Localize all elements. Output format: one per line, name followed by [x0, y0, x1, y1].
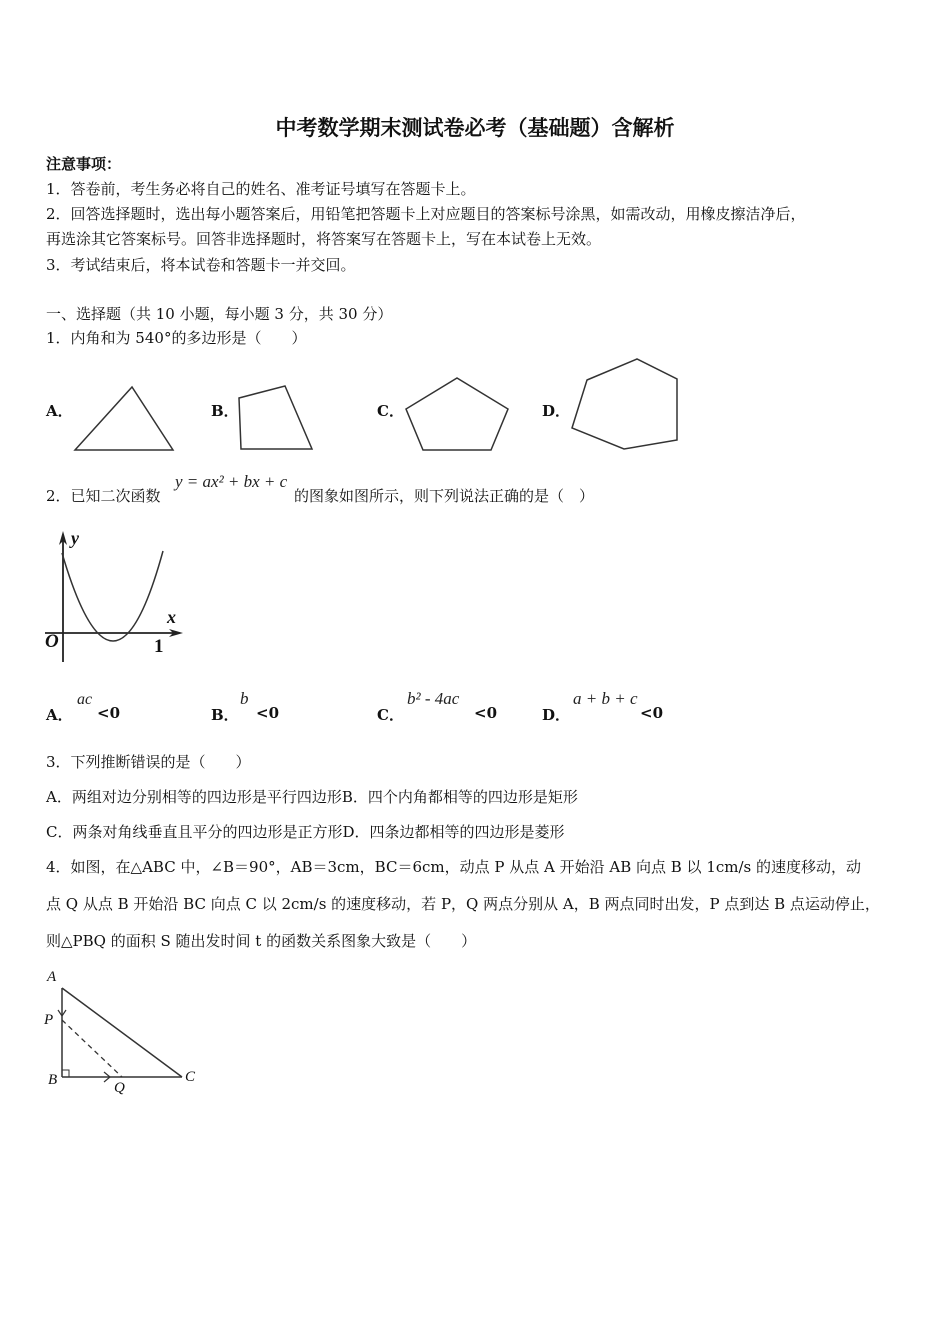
- q3-options-cd: C．两条对角线垂直且平分的四边形是正方形D．四条边都相等的四边形是菱形: [46, 823, 565, 841]
- q3-stem: 3．下列推断错误的是（ ）: [46, 753, 251, 771]
- q2-option-d-label: D．: [542, 706, 571, 724]
- page-title: 中考数学期末测试卷必考（基础题）含解析: [275, 115, 675, 140]
- q3-options-ab: A．两组对边分别相等的四边形是平行四边形B．四个内角都相等的四边形是矩形: [46, 788, 578, 806]
- figure-label-q: Q: [114, 1080, 125, 1096]
- notice-item-2-cont: 再选涂其它答案标号。回答非选择题时，将答案写在答题卡上，写在本试卷上无效。: [46, 230, 602, 248]
- q4-stem-line2: 点 Q 从点 B 开始沿 BC 向点 C 以 2cm/s 的速度移动，若 P，Q 两点分别从 A，B 两点同时出发，P 点到达 B 点运动停止，: [46, 895, 880, 913]
- graph-origin-label: O: [45, 631, 59, 652]
- q2-option-a-label: A．: [46, 706, 73, 724]
- notice-item-1: 1．答卷前，考生务必将自己的姓名、准考证号填写在答题卡上。: [46, 180, 476, 198]
- q2-option-c-label: C．: [377, 706, 404, 724]
- section-heading: 一、选择题（共 10 小题，每小题 3 分，共 30 分）: [46, 305, 393, 323]
- q2-stem-prefix: 2．已知二次函数: [46, 487, 161, 505]
- q2-option-b-label: B．: [211, 706, 239, 724]
- q4-stem-line3: 则△PBQ 的面积 S 随出发时间 t 的函数关系图象大致是（ ）: [46, 932, 477, 950]
- q1-option-a-label: A．: [46, 402, 73, 420]
- q1-option-d-label: D．: [542, 402, 571, 420]
- q2-option-b-rel: <0: [256, 704, 280, 722]
- q2-option-c-rel: <0: [474, 704, 498, 722]
- graph-y-label: y: [71, 528, 79, 548]
- q4-stem-line1: 4．如图，在△ABC 中，∠B＝90°，AB＝3cm，BC＝6cm，动点 P 从点 A 开始沿 AB 向点 B 以 1cm/s 的速度移动，动: [46, 858, 862, 876]
- q2-stem-suffix: 的图象如图所示，则下列说法正确的是（ ）: [294, 487, 595, 505]
- q1-stem: 1．内角和为 540°的多边形是（ ）: [46, 329, 307, 347]
- q2-option-a-rel: <0: [97, 704, 121, 722]
- q2-option-d-rel: <0: [640, 704, 664, 722]
- figure-label-b: B: [48, 1072, 58, 1088]
- q2-formula: y = ax² + bx + c: [175, 472, 288, 491]
- notice-item-3: 3．考试结束后，将本试卷和答题卡一并交回。: [46, 256, 356, 274]
- q2-option-b-expr: b: [240, 689, 249, 708]
- graph-one-label: 1: [154, 636, 164, 657]
- figure-label-p: P: [44, 1012, 54, 1028]
- figure-label-a: A: [47, 969, 57, 985]
- q1-option-c-label: C．: [377, 402, 404, 420]
- notice-item-2: 2．回答选择题时，选出每小题答案后，用铅笔把答题卡上对应题目的答案标号涂黑，如需改动，用橡皮擦洁净后，: [46, 205, 806, 223]
- notice-heading: 注意事项：: [46, 155, 122, 173]
- graph-x-label: x: [167, 607, 176, 627]
- q2-option-c-expr: b² - 4ac: [407, 689, 460, 708]
- figure-label-c: C: [185, 1069, 196, 1085]
- q1-option-b-label: B．: [211, 402, 239, 420]
- q2-option-a-expr: ac: [77, 691, 93, 708]
- q2-option-d-expr: a + b + c: [573, 689, 638, 708]
